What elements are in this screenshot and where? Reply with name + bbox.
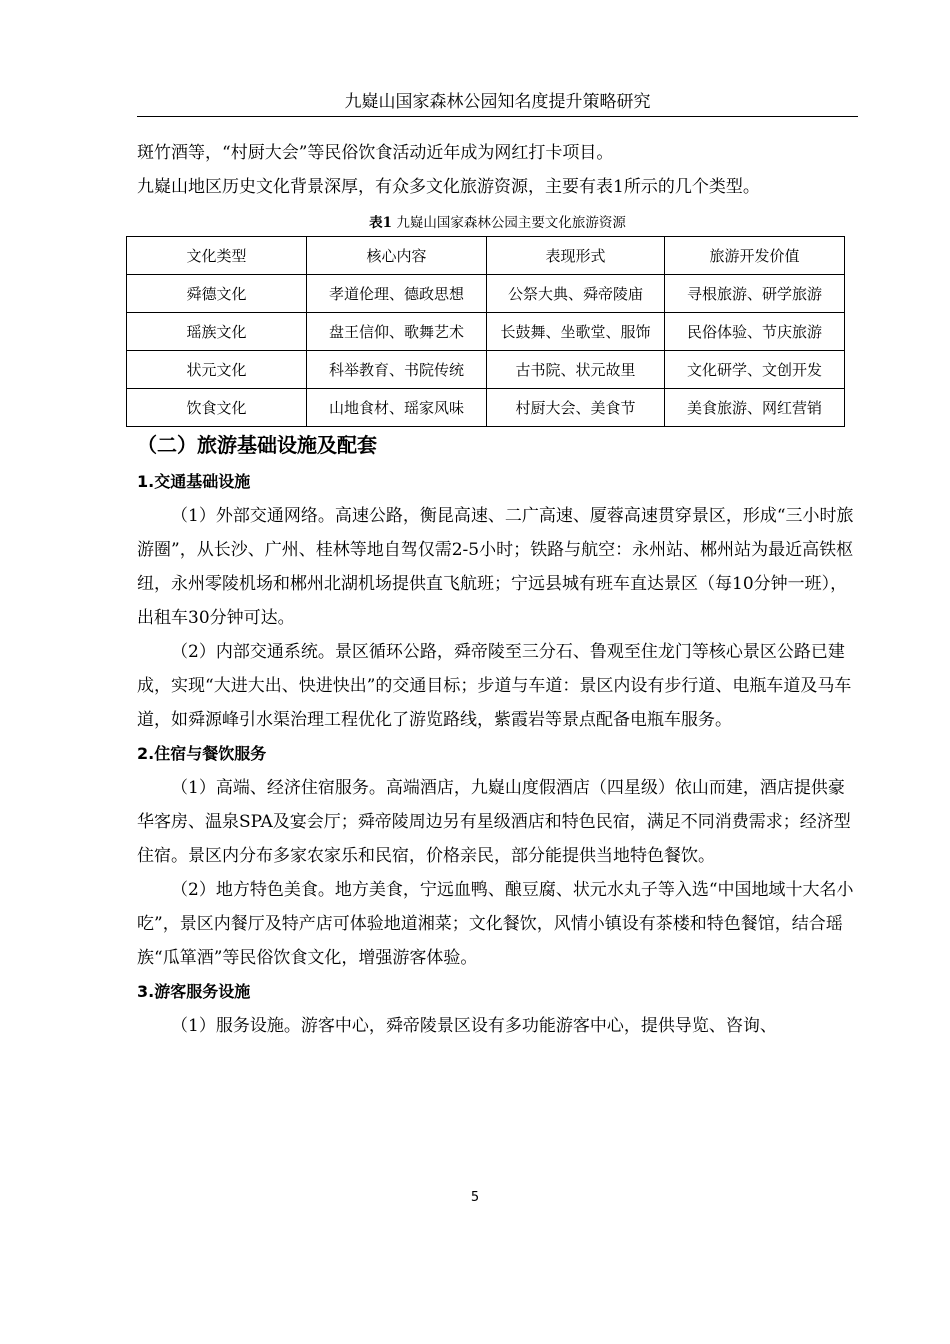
table-header-cell: 核心内容 xyxy=(307,237,487,275)
culture-resources-table xyxy=(126,236,845,427)
table-row xyxy=(127,275,845,313)
page-number: 5 xyxy=(470,1190,480,1205)
table-row xyxy=(127,351,845,389)
table-row xyxy=(127,313,845,351)
table-cell: 长鼓舞、坐歌堂、服饰 xyxy=(487,313,665,351)
section-heading: （二）旅游基础设施及配套 xyxy=(137,433,377,457)
table-cell: 瑶族文化 xyxy=(127,313,307,351)
table-cell: 寻根旅游、研学旅游 xyxy=(665,275,845,313)
section-body xyxy=(137,465,858,1043)
paragraph-lodging: （1）高端、经济住宿服务。高端酒店，九嶷山度假酒店（四星级）依山而建，酒店提供豪华客房、温泉SPA及宴会厅；舜帝陵周边另有星级酒店和特色民宿，满足不同消费需求；经济型住宿。景区内分布多家农家乐和民宿，价格亲民，部分能提供当地特色餐饮。 xyxy=(137,778,851,866)
table-cell: 饮食文化 xyxy=(127,389,307,427)
table-cell: 古书院、状元故里 xyxy=(487,351,665,389)
table-header-cell: 旅游开发价值 xyxy=(665,237,845,275)
subsection-heading-lodging: 2.住宿与餐饮服务 xyxy=(137,744,267,763)
table-header-row xyxy=(127,237,845,275)
table-cell: 民俗体验、节庆旅游 xyxy=(665,313,845,351)
table-cell: 孝道伦理、德政思想 xyxy=(307,275,487,313)
table-caption xyxy=(137,213,858,233)
intro-text xyxy=(137,136,858,204)
table-cell: 盘王信仰、歌舞艺术 xyxy=(307,313,487,351)
subsection-heading-transport: 1.交通基础设施 xyxy=(137,472,251,491)
intro-paragraph-2: 九嶷山地区历史文化背景深厚，有众多文化旅游资源，主要有表1所示的几个类型。 xyxy=(137,177,760,197)
table-cell: 公祭大典、舜帝陵庙 xyxy=(487,275,665,313)
table-header-cell: 表现形式 xyxy=(487,237,665,275)
paragraph-external-transport: （1）外部交通网络。高速公路，衡昆高速、二广高速、厦蓉高速贯穿景区，形成“三小时旅游圈”，从长沙、广州、桂林等地自驾仅需2-5小时；铁路与航空：永州站、郴州站为最近高铁枢纽，永州零陵机场和郴州北湖机场提供直飞航班；宁远县城有班车直达景区（每10分钟一班），出租车30分钟可达。 xyxy=(137,506,854,628)
intro-paragraph-1: 斑竹酒等，“村厨大会”等民俗饮食活动近年成为网红打卡项目。 xyxy=(137,143,614,163)
table-cell: 山地食材、瑶家风味 xyxy=(307,389,487,427)
table-cell: 村厨大会、美食节 xyxy=(487,389,665,427)
table-cell: 状元文化 xyxy=(127,351,307,389)
paragraph-services: （1）服务设施。游客中心，舜帝陵景区设有多功能游客中心，提供导览、咨询、 xyxy=(171,1016,777,1036)
paragraph-food: （2）地方特色美食。地方美食，宁远血鸭、酿豆腐、状元水丸子等入选“中国地域十大名小吃”，景区内餐厅及特产店可体验地道湘菜；文化餐饮，风情小镇设有茶楼和特色餐馆，结合瑶族“瓜箪酒”等民俗饮食文化，增强游客体验。 xyxy=(137,880,854,968)
table-cell: 文化研学、文创开发 xyxy=(665,351,845,389)
table-caption-text: 九嶷山国家森林公园主要文化旅游资源 xyxy=(396,215,626,231)
table-cell: 美食旅游、网红营销 xyxy=(665,389,845,427)
running-header: 九嶷山国家森林公园知名度提升策略研究 xyxy=(137,90,858,117)
table-header-cell: 文化类型 xyxy=(127,237,307,275)
paragraph-internal-transport: （2）内部交通系统。景区循环公路，舜帝陵至三分石、鲁观至住龙门等核心景区公路已建成，实现“大进大出、快进快出”的交通目标；步道与车道：景区内设有步行道、电瓶车道及马车道，如舜源峰引水渠治理工程优化了游览路线，紫霞岩等景点配备电瓶车服务。 xyxy=(137,642,852,730)
table-cell: 舜德文化 xyxy=(127,275,307,313)
table-row xyxy=(127,389,845,427)
table-cell: 科举教育、书院传统 xyxy=(307,351,487,389)
subsection-heading-services: 3.游客服务设施 xyxy=(137,982,251,1001)
table-caption-label: 表1 xyxy=(369,215,393,231)
